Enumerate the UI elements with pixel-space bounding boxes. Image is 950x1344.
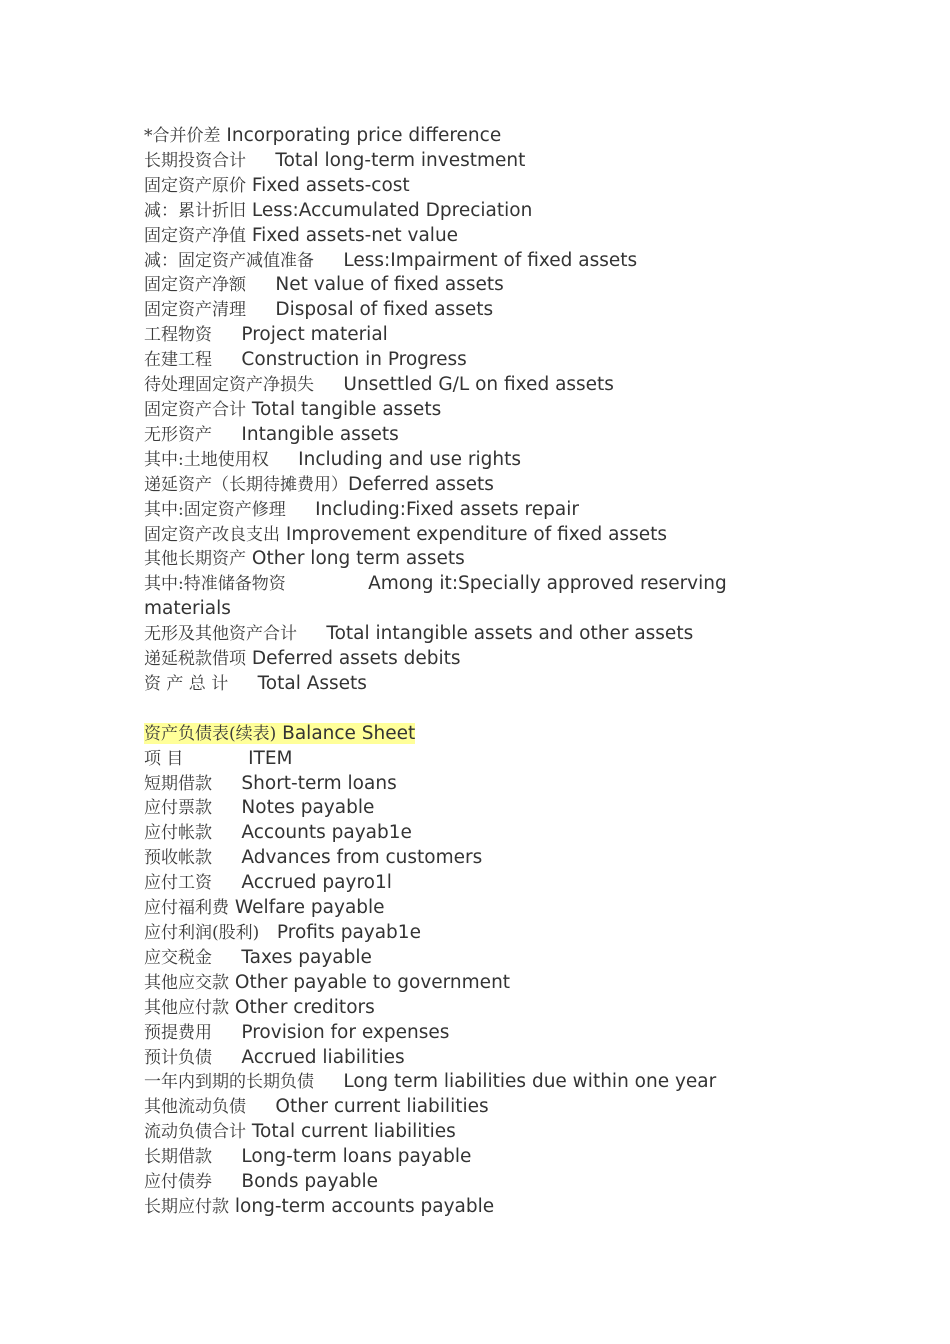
- term-line: [144, 547, 774, 572]
- term-chinese: 无形资产: [144, 424, 212, 445]
- liabilities-section: [144, 747, 774, 1220]
- term-line: [144, 672, 774, 697]
- term-chinese: 其他应付款: [144, 997, 229, 1018]
- term-line: [144, 199, 774, 224]
- term-line: [144, 796, 774, 821]
- term-line: [144, 921, 774, 946]
- term-gap: [212, 797, 241, 818]
- term-line: [144, 996, 774, 1021]
- term-gap: [212, 1171, 241, 1192]
- heading-cn: 资产负债表(续表): [144, 723, 277, 744]
- term-line: [144, 523, 774, 548]
- term-chinese: 递延税款借项: [144, 649, 246, 670]
- term-chinese: 应付帐款: [144, 823, 212, 844]
- term-line: [144, 423, 774, 448]
- section-heading: [144, 722, 774, 747]
- term-english: Improvement expenditure of fixed assets: [285, 523, 668, 545]
- term-chinese: 固定资产原价: [144, 175, 246, 196]
- term-english: Other creditors: [234, 996, 375, 1018]
- term-english: Less:Accumulated Dpreciation: [251, 199, 533, 221]
- heading-en: Balance Sheet: [276, 722, 416, 744]
- term-chinese: *合并价差: [144, 126, 221, 146]
- term-chinese: 其中:固定资产修理: [144, 499, 286, 520]
- term-chinese: 应付票款: [144, 798, 212, 819]
- term-chinese: 应付债券: [144, 1172, 212, 1193]
- term-gap: [246, 150, 275, 171]
- term-line: [144, 1120, 774, 1145]
- term-english: ITEM: [248, 747, 293, 769]
- term-gap: [212, 872, 241, 893]
- term-line: [144, 1021, 774, 1046]
- term-chinese: 应付工资: [144, 873, 212, 894]
- term-line: [144, 846, 774, 871]
- term-gap: [314, 374, 343, 395]
- term-gap: [212, 424, 241, 445]
- term-chinese: 固定资产合计: [144, 399, 246, 420]
- term-chinese: 递延资产（长期待摊费用）: [144, 474, 348, 495]
- term-chinese: 预计负债: [144, 1047, 212, 1068]
- term-line: [144, 747, 774, 772]
- term-gap: [286, 499, 315, 520]
- term-gap: [314, 250, 343, 271]
- term-english: Total long-term investment: [275, 149, 526, 171]
- term-english: Among it:Specially approved reserving materials: [144, 573, 733, 620]
- term-chinese: 预提费用: [144, 1022, 212, 1043]
- term-line: [144, 224, 774, 249]
- term-chinese: 资 产 总 计: [144, 673, 229, 694]
- term-gap: [212, 822, 241, 843]
- term-english: Fixed assets-net value: [251, 224, 459, 246]
- term-english: Total tangible assets: [251, 398, 442, 420]
- term-line: [144, 298, 774, 323]
- term-line: [144, 971, 774, 996]
- term-gap: [246, 274, 275, 295]
- term-line: [144, 149, 774, 174]
- term-english: Taxes payable: [241, 946, 372, 968]
- term-line: [144, 273, 774, 298]
- term-english: Long-term loans payable: [241, 1146, 472, 1168]
- term-chinese: 待处理固定资产净损失: [144, 375, 314, 396]
- term-gap: [314, 1071, 343, 1092]
- term-line: [144, 1170, 774, 1195]
- term-line: [144, 1046, 774, 1071]
- term-line: [144, 622, 774, 647]
- term-chinese: 固定资产清理: [144, 300, 246, 321]
- term-line: [144, 772, 774, 797]
- term-chinese: 预收帐款: [144, 848, 212, 869]
- term-line: [144, 498, 774, 523]
- term-english: Long term liabilities due within one year: [343, 1071, 717, 1093]
- term-chinese: 应付利润(股利): [144, 922, 260, 943]
- assets-section: [144, 124, 774, 697]
- term-english: Deferred assets: [348, 473, 494, 495]
- term-english: Welfare payable: [234, 897, 385, 919]
- term-chinese: 其中:土地使用权: [144, 449, 269, 470]
- term-gap: [269, 449, 298, 470]
- term-line: [144, 124, 774, 149]
- term-english: Unsettled G/L on fixed assets: [343, 374, 614, 396]
- term-gap: [297, 623, 326, 644]
- term-line: [144, 448, 774, 473]
- term-chinese: 其他长期资产: [144, 549, 246, 570]
- term-gap: [212, 1022, 241, 1043]
- term-chinese: 固定资产净额: [144, 275, 246, 296]
- term-gap: [246, 1096, 275, 1117]
- term-line: [144, 473, 774, 498]
- term-chinese: 减：固定资产减值准备: [144, 250, 314, 271]
- term-english: Fixed assets-cost: [251, 174, 410, 196]
- term-chinese: 长期投资合计: [144, 150, 246, 171]
- term-english: Incorporating price difference: [226, 125, 502, 146]
- term-gap: [286, 573, 368, 594]
- term-line: [144, 174, 774, 199]
- term-chinese: 流动负债合计: [144, 1122, 246, 1143]
- term-chinese: 应付福利费: [144, 898, 229, 919]
- heading-highlight: [144, 723, 415, 744]
- term-english: Intangible assets: [241, 423, 399, 445]
- term-english: Accrued payro1l: [241, 872, 392, 894]
- term-line: [144, 572, 774, 622]
- term-chinese: 其他应交款: [144, 972, 229, 993]
- term-english: Accounts payab1e: [241, 822, 412, 844]
- term-gap: [212, 947, 241, 968]
- term-gap: [212, 773, 241, 794]
- term-gap: [212, 349, 241, 370]
- term-gap: [212, 324, 241, 345]
- term-chinese: 应交税金: [144, 947, 212, 968]
- term-line: [144, 1070, 774, 1095]
- term-line: [144, 323, 774, 348]
- term-line: [144, 1145, 774, 1170]
- term-english: Profits payab1e: [276, 921, 421, 943]
- term-chinese: 项 目: [144, 748, 184, 769]
- term-line: [144, 373, 774, 398]
- term-english: long-term accounts payable: [234, 1195, 495, 1217]
- term-english: Construction in Progress: [241, 349, 467, 371]
- term-english: Disposal of fixed assets: [275, 299, 494, 321]
- term-chinese: 一年内到期的长期负债: [144, 1072, 314, 1093]
- term-english: Total intangible assets and other assets: [326, 623, 694, 645]
- term-gap: [212, 847, 241, 868]
- term-chinese: 其中:特准储备物资: [144, 574, 286, 595]
- term-line: [144, 647, 774, 672]
- blank-line: [144, 697, 774, 722]
- term-english: Including and use rights: [298, 448, 522, 470]
- term-english: Total Assets: [257, 672, 367, 694]
- term-english: Advances from customers: [241, 847, 483, 869]
- term-chinese: 长期借款: [144, 1147, 212, 1168]
- term-english: Net value of fixed assets: [275, 274, 504, 296]
- term-english: Other current liabilities: [275, 1096, 489, 1118]
- term-english: Other payable to government: [234, 971, 511, 993]
- term-chinese: 固定资产净值: [144, 225, 246, 246]
- term-english: Other long term assets: [251, 548, 465, 570]
- term-english: Provision for expenses: [241, 1021, 450, 1043]
- term-line: [144, 946, 774, 971]
- term-english: Accrued liabilities: [241, 1046, 405, 1068]
- term-chinese: 长期应付款: [144, 1196, 229, 1217]
- term-gap: [183, 748, 248, 769]
- term-english: Bonds payable: [241, 1171, 379, 1193]
- term-chinese: 固定资产改良支出: [144, 524, 280, 545]
- term-chinese: 其他流动负债: [144, 1097, 246, 1118]
- term-gap: [212, 1146, 241, 1167]
- term-gap: [246, 299, 275, 320]
- term-chinese: 无形及其他资产合计: [144, 624, 297, 645]
- term-gap: [259, 922, 277, 943]
- term-line: [144, 871, 774, 896]
- term-gap: [228, 673, 257, 694]
- term-line: [144, 896, 774, 921]
- term-english: Deferred assets debits: [251, 648, 461, 670]
- term-chinese: 在建工程: [144, 350, 212, 371]
- term-english: Including:Fixed assets repair: [315, 498, 579, 520]
- term-line: [144, 249, 774, 274]
- term-chinese: 减：累计折旧: [144, 200, 246, 221]
- term-english: Project material: [241, 324, 388, 346]
- term-english: Short-term loans: [241, 772, 397, 794]
- term-line: [144, 398, 774, 423]
- term-english: Total current liabilities: [251, 1121, 456, 1143]
- term-gap: [212, 1047, 241, 1068]
- term-line: [144, 348, 774, 373]
- term-english: Notes payable: [241, 797, 375, 819]
- term-line: [144, 1195, 774, 1220]
- document-page: [144, 124, 774, 1220]
- term-english: Less:Impairment of fixed assets: [343, 249, 638, 271]
- term-line: [144, 1095, 774, 1120]
- term-line: [144, 821, 774, 846]
- term-chinese: 短期借款: [144, 773, 212, 794]
- term-chinese: 工程物资: [144, 325, 212, 346]
